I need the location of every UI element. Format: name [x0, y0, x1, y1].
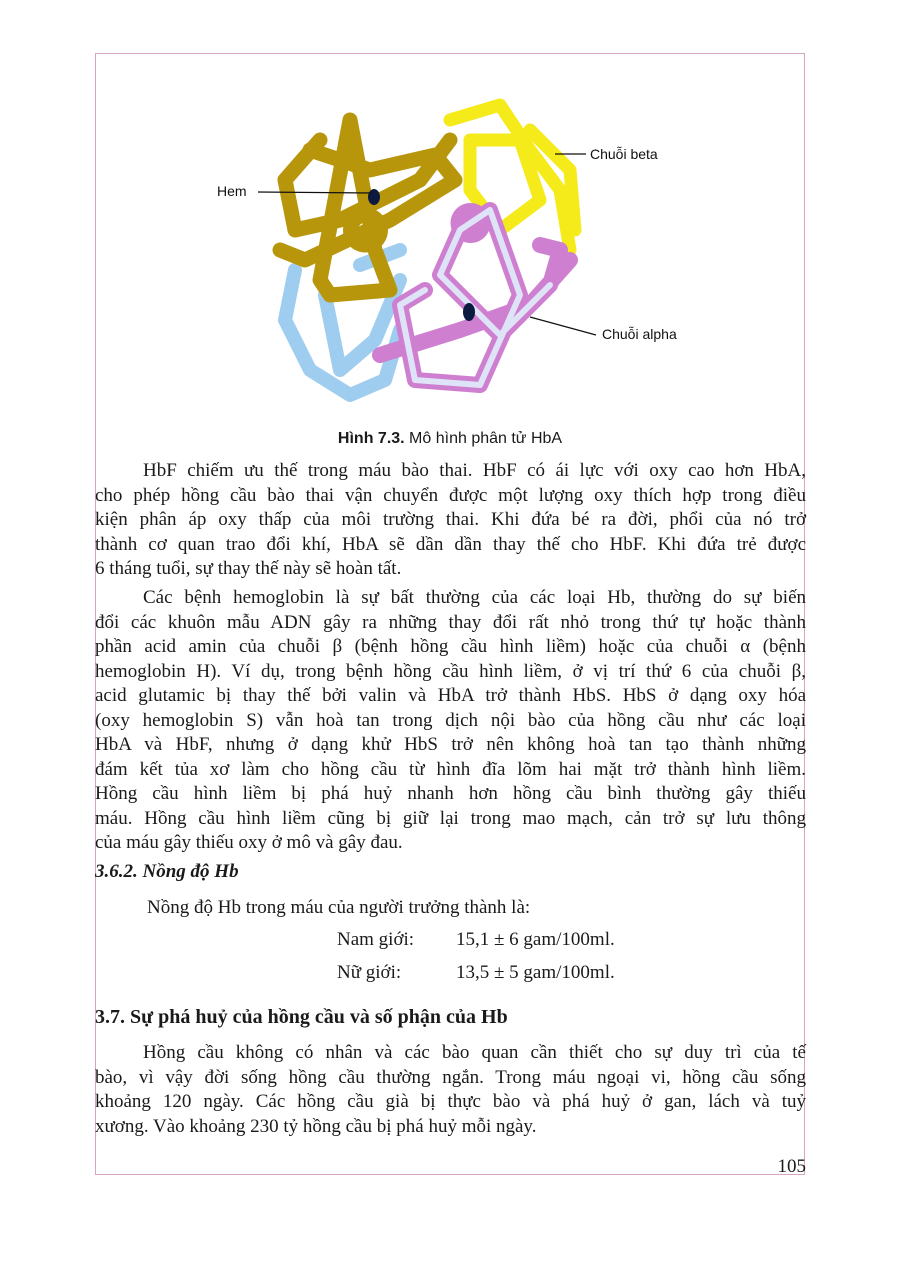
heading-3-7: 3.7. Sự phá huỷ của hồng cầu và số phận của Hb — [95, 1006, 508, 1028]
text-line: 6 tháng tuổi, sự thay thế này sẽ hoàn tất. — [95, 558, 402, 579]
heading-3-6-2: 3.6.2. Nồng độ Hb — [95, 861, 239, 882]
text-line: acid glutamic bị thay thế bởi valin và HbA trở thành HbS. HbS ở dạng oxy hóa — [95, 685, 806, 706]
beta-chain-label: Chuỗi beta — [590, 146, 658, 162]
alpha-chain-label: Chuỗi alpha — [602, 326, 677, 342]
text-line: máu. Hồng cầu hình liềm cũng bị giữ lại trong mao mạch, cản trở sự lưu thông — [95, 807, 806, 829]
male-label: Nam giới: — [337, 929, 415, 950]
text-line: phần acid amin của chuỗi β (bệnh hồng cầu hình liềm) hoặc của chuỗi α (bệnh — [95, 636, 806, 657]
figure-caption — [95, 430, 805, 448]
heme-group-lower — [463, 303, 475, 321]
female-label: Nữ giới: — [337, 962, 402, 983]
caption-number: Hình 7.3. — [337, 430, 405, 447]
text-line: Các bệnh hemoglobin là sự bất thường của các loại Hb, thường do sự biến — [143, 587, 806, 608]
text-line: HbA và HbF, nhưng ở dạng khử HbS trở nên không hoà tan tạo thành những — [95, 734, 806, 755]
female-value: 13,5 ± 5 gam/100ml. — [456, 962, 615, 983]
text-line: cho phép hồng cầu bào thai vận chuyển được một lượng oxy thích hợp trong điều — [95, 484, 806, 506]
male-value: 15,1 ± 6 gam/100ml. — [456, 929, 615, 950]
text-line: hemoglobin H). Ví dụ, trong bệnh hồng cầu hình liềm, ở vị trí thứ 6 của chuỗi β, — [95, 660, 806, 682]
text-line: khoảng 120 ngày. Các hồng cầu già bị thực bào và phá huỷ ở gan, lách và tuỷ — [95, 1091, 806, 1112]
heme-group-upper — [368, 189, 380, 205]
text-line: của máu gây thiếu oxy ở mô và gây đau. — [95, 832, 403, 853]
hemoglobin-figure — [200, 80, 700, 460]
hem-label: Hem — [217, 183, 247, 199]
hem-pointer-line — [258, 192, 372, 193]
text-line: thành cơ quan trao đổi khí, HbA sẽ dần dần thay thế cho HbF. Khi đứa trẻ được — [95, 533, 806, 555]
page-number: 105 — [777, 1156, 806, 1177]
text-line: xương. Vào khoảng 230 tỷ hồng cầu bị phá huỷ mỗi ngày. — [95, 1115, 537, 1137]
text-line: HbF chiếm ưu thế trong máu bào thai. HbF có ái lực với oxy cao hơn HbA, — [143, 460, 806, 481]
text-line: Hồng cầu hình liềm bị phá huỷ nhanh hơn hồng cầu bình thường gây thiếu — [95, 783, 806, 804]
text-line: bào, vì vậy đời sống hồng cầu thường ngắn. Trong máu ngoại vi, hồng cầu sống — [95, 1066, 806, 1088]
text-line: (oxy hemoglobin S) vẫn hoà tan trong dịch nội bào của hồng cầu như các loại — [95, 709, 806, 731]
text-line: kiện phân áp oxy thấp của môi trường thai. Khi đứa bé ra đời, phổi của nó trở — [95, 509, 806, 530]
alpha-pointer-line — [530, 317, 596, 335]
text-line: đám kết tủa xơ làm cho hồng cầu từ hình đĩa lõm hai mặt trở thành hình liềm. — [95, 758, 806, 780]
hba-molecule-illustration — [200, 80, 700, 460]
caption-text: Mô hình phân tử HbA — [404, 430, 563, 447]
hb-concentration-intro: Nồng độ Hb trong máu của người trưởng thành là: — [147, 897, 531, 918]
text-line: đổi các khuôn mẫu ADN gây ra những thay đổi rất nhỏ trong thứ tự hoặc thành — [95, 611, 806, 633]
text-line: Hồng cầu không có nhân và các bào quan cần thiết cho sự duy trì của tế — [143, 1042, 806, 1063]
